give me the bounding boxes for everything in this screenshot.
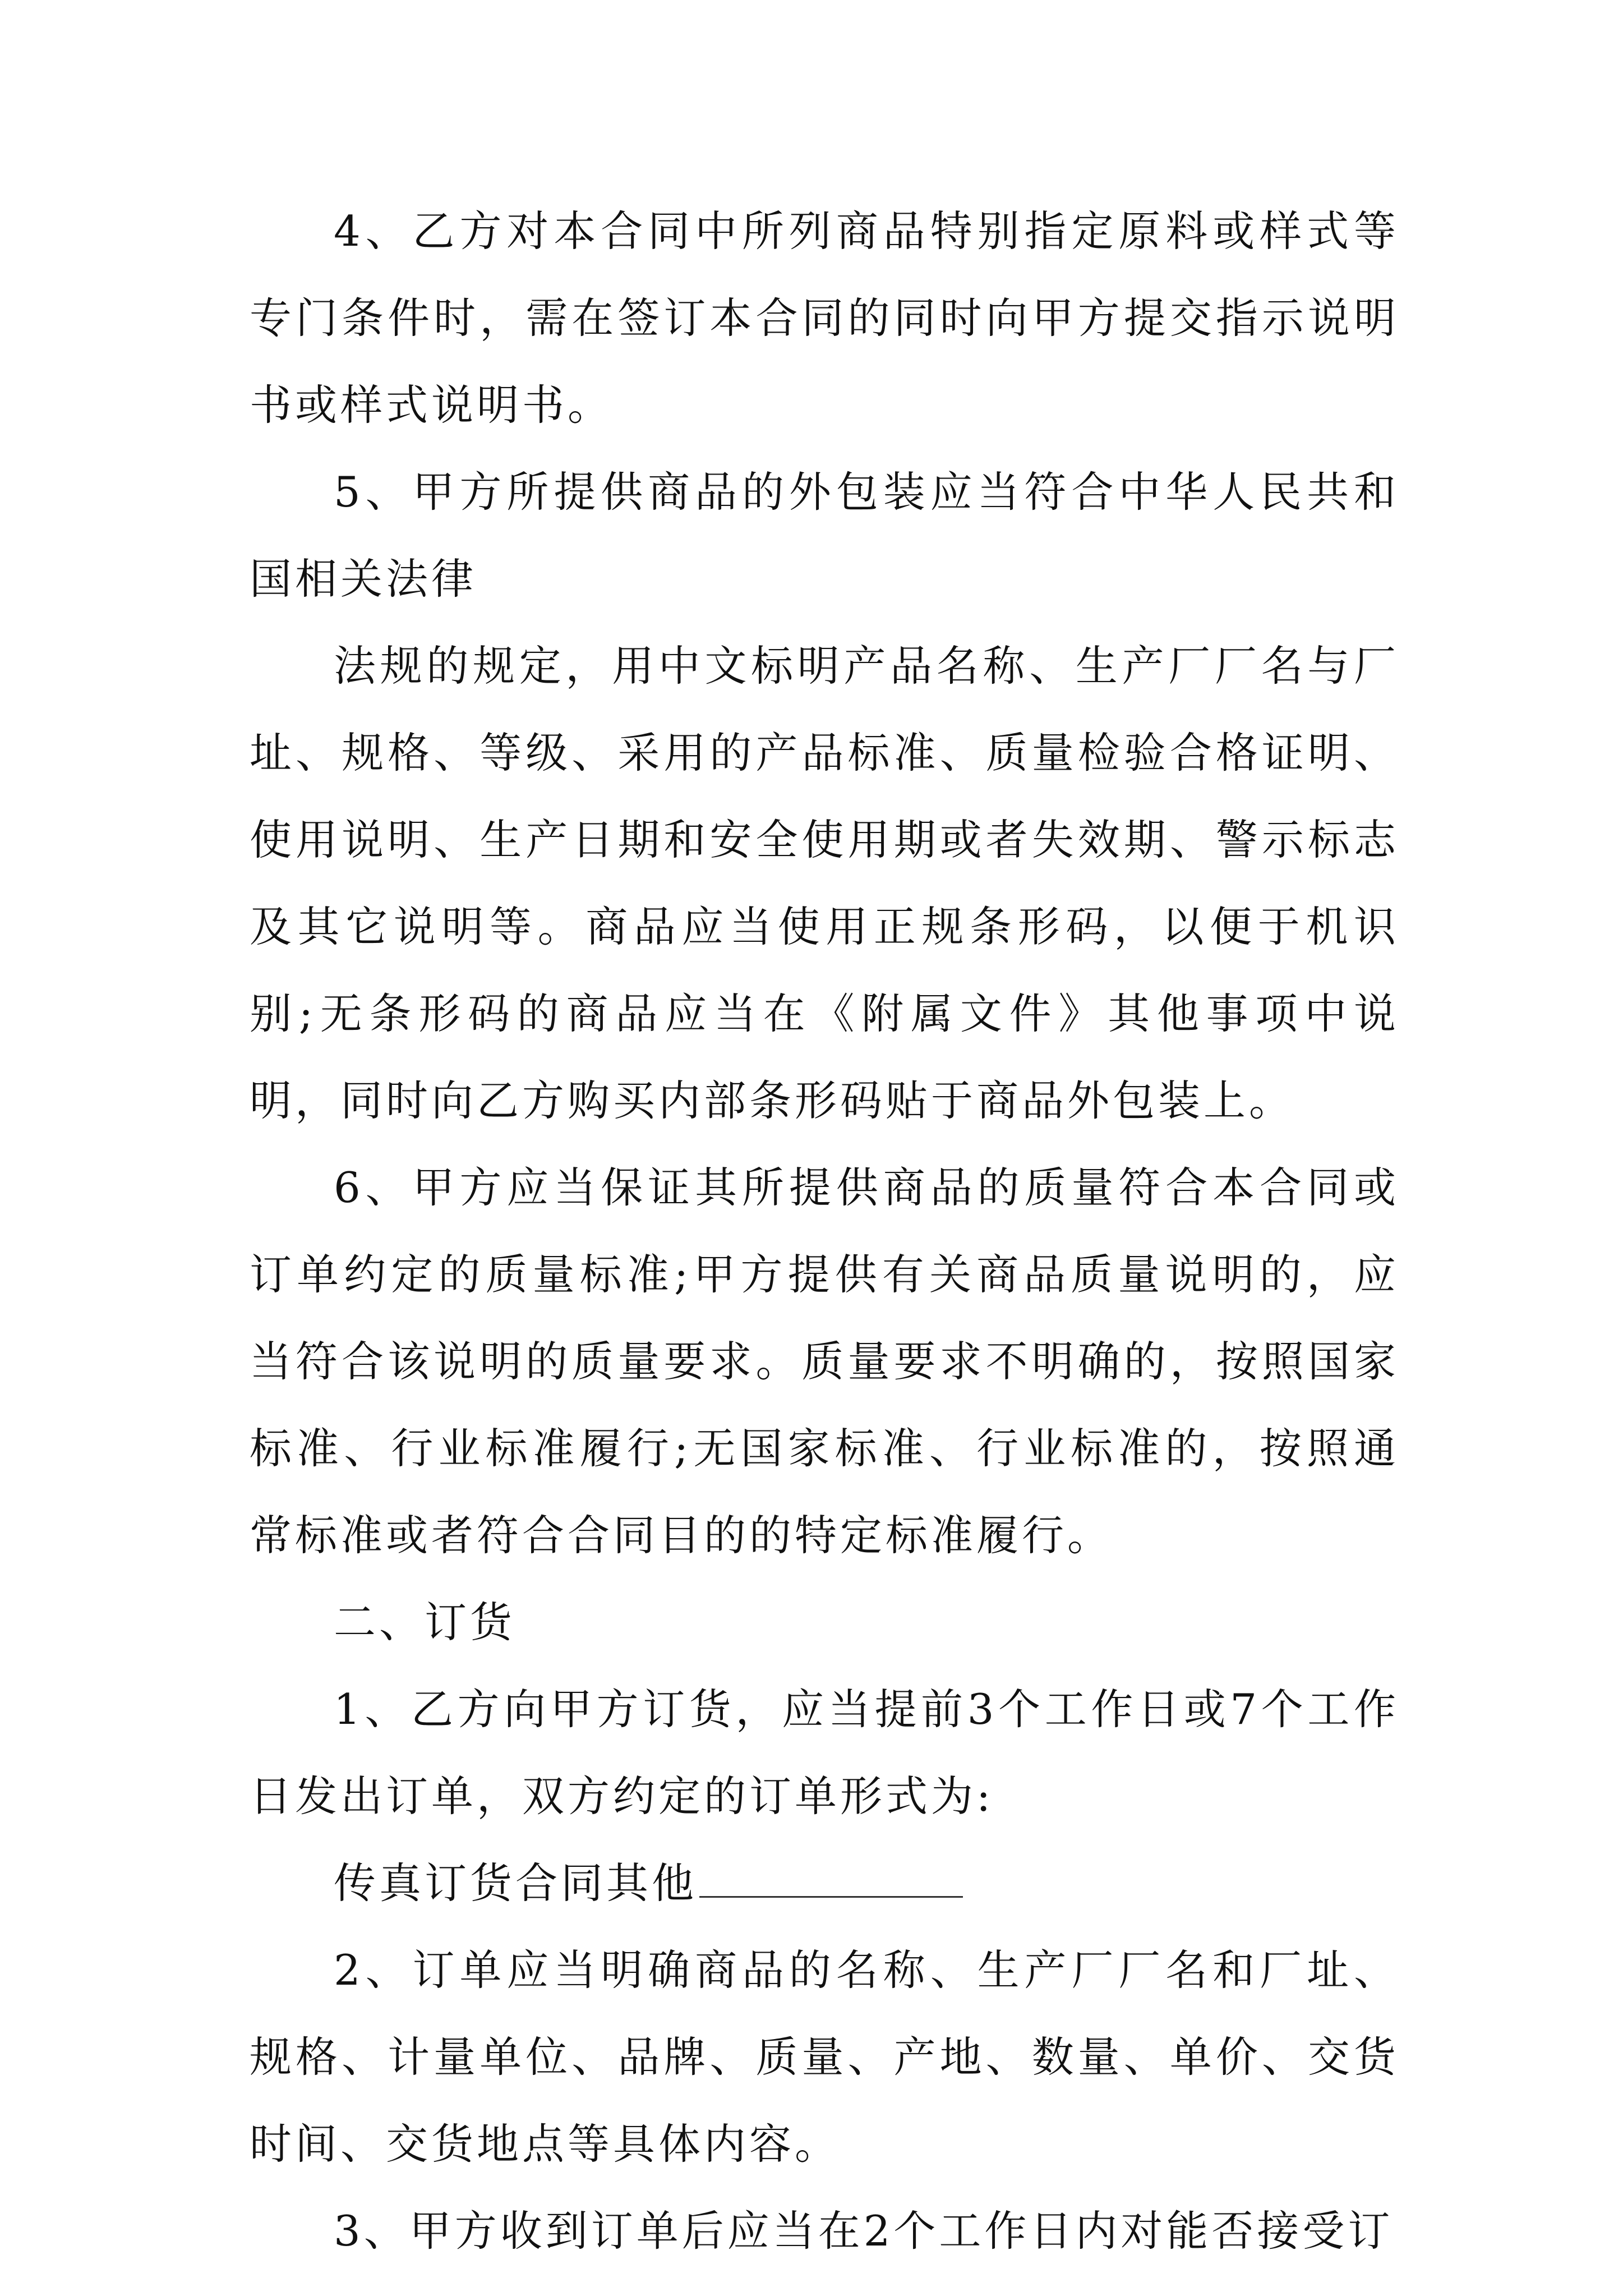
paragraph-order-form-options xyxy=(250,1840,1399,1927)
paragraph-clause-5: 5、甲方所提供商品的外包装应当符合中华人民共和国相关法律 xyxy=(250,467,1399,604)
order-form-options-text: 传真订货合同其他 xyxy=(334,1858,698,1908)
paragraph-order-clause-2: 2、订单应当明确商品的名称、生产厂厂名和厂址、规格、计量单位、品牌、质量、产地、数量、单价、交货时间、交货地点等具体内容。 xyxy=(250,1945,1399,2169)
paragraph-order-clause-3: 3、甲方收到订单后应当在2个工作日内对能否接受订 xyxy=(334,2206,1394,2256)
paragraph-clause-4: 4、乙方对本合同中所列商品特别指定原料或样式等专门条件时，需在签订本合同的同时向甲方提交指示说明书或样式说明书。 xyxy=(250,206,1399,430)
paragraph-clause-5-continued: 法规的规定，用中文标明产品名称、生产厂厂名与厂址、规格、等级、采用的产品标准、质量检验合格证明、使用说明、生产日期和安全使用期或者失效期、警示标志及其它说明等。商品应当使用正规条形码，以便于机识别;无条形码的商品应当在《附属文件》其他事项中说明，同时向乙方购买内部条形码贴于商品外包装上。 xyxy=(250,641,1399,1125)
paragraph-order-clause-1: 1、乙方向甲方订货，应当提前3个工作日或7个工作日发出订单，双方约定的订单形式为: xyxy=(250,1685,1399,1821)
fill-in-blank-line xyxy=(699,1854,963,1898)
document-body xyxy=(250,188,1399,2275)
section-heading-ordering: 二、订货 xyxy=(334,1598,516,1647)
paragraph-clause-6: 6、甲方应当保证其所提供商品的质量符合本合同或订单约定的质量标准;甲方提供有关商品质量说明的，应当符合该说明的质量要求。质量要求不明确的，按照国家标准、行业标准履行;无国家标准、行业标准的，按照通常标准或者符合合同目的的特定标准履行。 xyxy=(250,1163,1399,1560)
